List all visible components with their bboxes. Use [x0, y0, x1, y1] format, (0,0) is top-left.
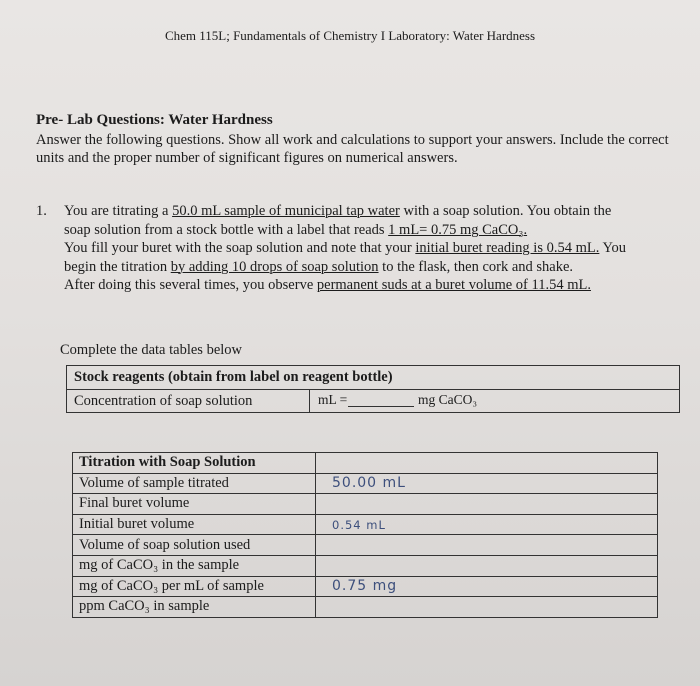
- table-row: [73, 597, 658, 618]
- question-line-3: [64, 239, 626, 258]
- question-underlined: permanent suds at a buret volume of 11.54 mL.: [316, 277, 591, 293]
- value-cell[interactable]: [316, 514, 658, 535]
- unit-label: mg CaCO₃: [418, 392, 478, 407]
- question-underlined: 1 mL= 0.75 mg CaCO₃.: [388, 221, 528, 238]
- titration-table-header: Titration with Soap Solution: [73, 453, 316, 474]
- table-row: [73, 473, 658, 494]
- table-border: [66, 365, 680, 366]
- row-label: mg of CaCO₃ per mL of sample: [73, 576, 316, 597]
- document-header: Chem 115L; Fundamentals of Chemistry I Laboratory: Water Hardness: [164, 28, 536, 43]
- table-row: [73, 555, 658, 576]
- table-border: [66, 389, 680, 390]
- handwritten-value: 0.54 mL: [332, 517, 386, 532]
- row-label: Volume of soap solution used: [73, 535, 316, 556]
- question-text: You are titrating a: [64, 203, 173, 219]
- value-cell[interactable]: [316, 555, 658, 576]
- question-number: 1.: [36, 203, 47, 219]
- table-row: [73, 494, 658, 515]
- concentration-blank-input[interactable]: [348, 406, 414, 407]
- question-text: to the flask, then cork and shake.: [378, 258, 574, 275]
- value-cell[interactable]: [316, 597, 658, 618]
- instructions: Answer the following questions. Show all work and calculations to support your answers. Include the correct units and the proper number of significant figures on numerical answers.: [36, 132, 669, 166]
- complete-label: Complete the data tables below: [60, 342, 243, 358]
- table-border: [66, 365, 67, 413]
- handwritten-value: 50.00 mL: [332, 474, 406, 491]
- table-cell: [316, 453, 658, 474]
- table-row: [73, 535, 658, 556]
- row-label: Initial buret volume: [73, 514, 316, 535]
- question-underlined: initial buret reading is 0.54 mL.: [415, 240, 600, 256]
- titration-table: [72, 452, 658, 618]
- question-text: with a soap solution. You obtain the: [399, 203, 612, 219]
- question-text: soap solution from a stock bottle with a label that reads: [64, 221, 389, 238]
- table-border: [679, 365, 680, 413]
- row-label: Final buret volume: [73, 494, 316, 515]
- row-label: Volume of sample titrated: [73, 473, 316, 494]
- question-underlined: by adding 10 drops of soap solution: [170, 258, 379, 275]
- question-text: You: [599, 240, 626, 256]
- concentration-label: Concentration of soap solution: [74, 393, 253, 409]
- question-line-1: [64, 202, 611, 221]
- table-border: [66, 412, 680, 413]
- stock-reagents-table: [66, 365, 680, 413]
- table-border: [309, 389, 310, 413]
- question-text: After doing this several times, you observe: [64, 277, 317, 293]
- question-line-5: [64, 276, 591, 295]
- question-text: begin the titration: [64, 258, 171, 275]
- value-cell[interactable]: [316, 473, 658, 494]
- question-line-4: [64, 258, 573, 277]
- row-label: ppm CaCO₃ in sample: [73, 597, 316, 618]
- stock-table-header: Stock reagents (obtain from label on reagent bottle): [74, 369, 393, 385]
- row-label: mg of CaCO₃ in the sample: [73, 555, 316, 576]
- ml-label: mL =: [318, 392, 348, 407]
- question-underlined: 50.0 mL sample of municipal tap water: [172, 203, 400, 219]
- table-row: [73, 453, 658, 474]
- value-cell[interactable]: [316, 576, 658, 597]
- page-title: Pre- Lab Questions: Water Hardness: [36, 112, 273, 128]
- value-cell[interactable]: [316, 494, 658, 515]
- question-text: You fill your buret with the soap solution and note that your: [64, 240, 416, 256]
- question-line-2: [64, 221, 527, 240]
- value-cell[interactable]: [316, 535, 658, 556]
- table-row: [73, 576, 658, 597]
- table-row: [73, 514, 658, 535]
- handwritten-value: 0.75 mg: [332, 577, 398, 594]
